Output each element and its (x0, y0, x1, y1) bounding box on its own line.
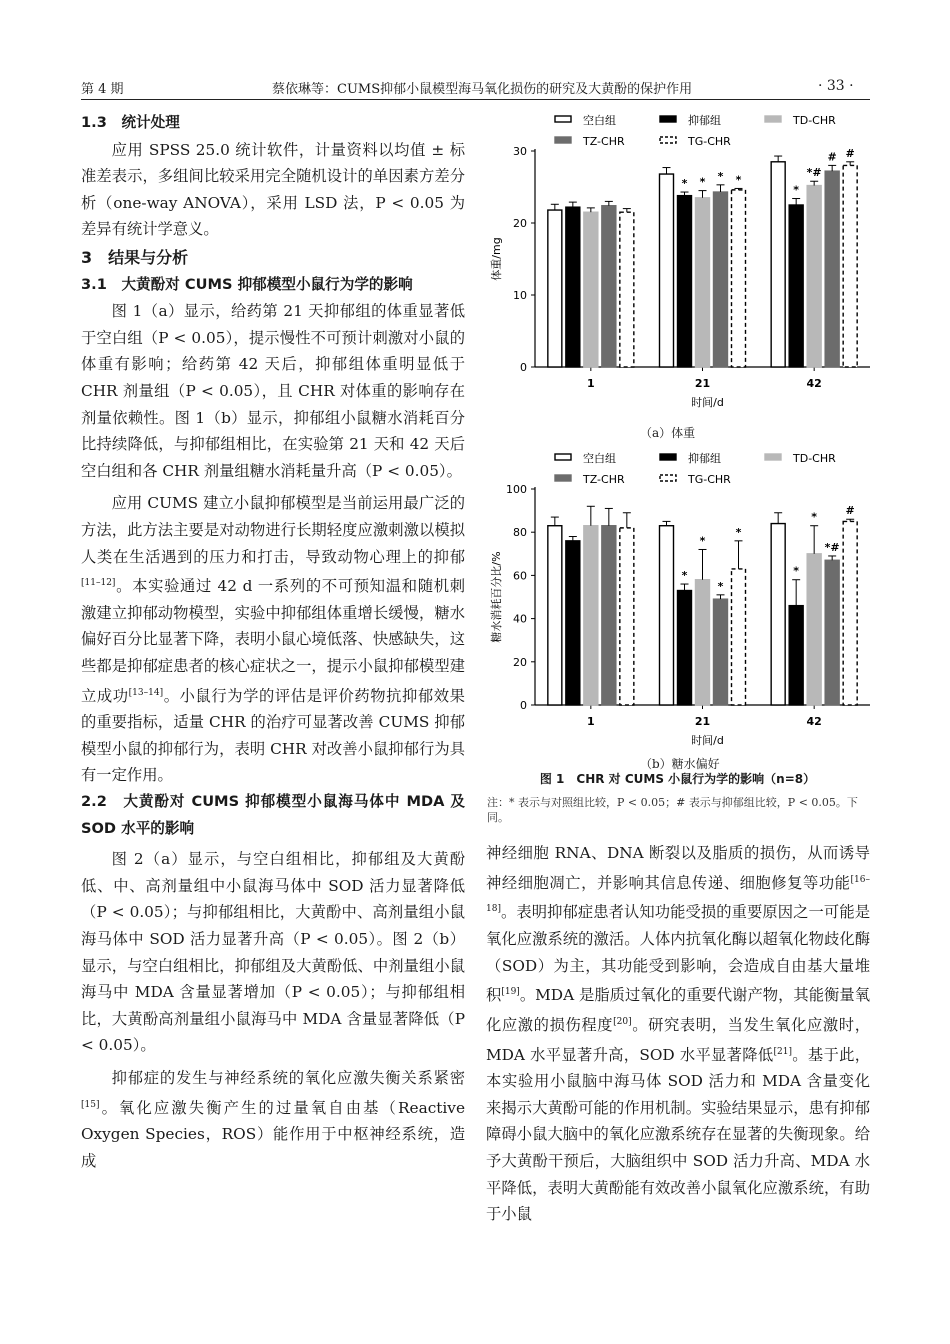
journal-issue: 第 4 期 (81, 82, 124, 97)
figure-1a-caption: （a）体重 (640, 426, 696, 440)
x-tick-label: 21 (694, 377, 711, 390)
x-tick-label: 42 (806, 377, 822, 390)
legend-label: 抑郁组 (688, 452, 721, 465)
bar (732, 190, 746, 367)
y-tick-label: 20 (513, 655, 527, 669)
figure-note: 注：* 表示与对照组比较，P < 0.05；# 表示与抑郁组比较，P < 0.05。下同。 (487, 796, 858, 824)
bar (566, 541, 580, 705)
bar (771, 162, 785, 367)
bar (732, 569, 746, 705)
citation: [19] (501, 987, 520, 998)
y-tick-label: 30 (513, 145, 527, 158)
bar (807, 554, 821, 705)
bar (696, 198, 710, 367)
bar (696, 580, 710, 705)
y-tick-label: 80 (513, 526, 527, 540)
legend-swatch (765, 116, 781, 122)
significance-mark: * (699, 534, 706, 548)
legend-swatch (660, 454, 676, 460)
bar (584, 212, 598, 367)
bar (843, 165, 857, 367)
paragraph-text: 抑郁症的发生与神经系统的氧化应激失衡关系紧密 (111, 1068, 465, 1087)
paragraph-3-1-b (81, 490, 465, 789)
legend-swatch (660, 475, 676, 481)
significance-mark: * (793, 564, 800, 578)
y-tick-label: 0 (520, 699, 527, 712)
bar (602, 206, 616, 367)
significance-mark: * (681, 177, 688, 191)
paragraph-3-1-a: 图 1（a）显示，给药第 21 天抑郁组的体重显著低于空白组（P < 0.05），提示慢性不可预计刺激对小鼠的体重有影响；给药第 42 天后，抑郁组体重明显低于 CHR 剂量组（P < 0.05），且 CHR 对体重的影响存在剂量依赖性。图 1（b）显示，抑郁组小鼠糖水消耗百分比持续降低，与抑郁组相比，在实验第 21 天和 42 天后空白组和各 CHR 剂量组糖水消耗量升高（P < 0.05）。 (81, 302, 465, 480)
bar (843, 521, 857, 705)
section-3-1-heading: 3.1 大黄酚对 CUMS 抑郁模型小鼠行为学的影响 (81, 275, 413, 293)
paragraph-2-2-b (81, 1065, 465, 1174)
citation: [20] (613, 1016, 632, 1027)
y-axis-label: 糖水消耗百分比/% (490, 551, 503, 643)
legend-swatch (555, 454, 571, 460)
y-tick-label: 20 (513, 217, 527, 230)
x-axis-label: 时间/d (691, 396, 724, 408)
paragraph-text: 应用 CUMS 建立小鼠抑郁模型是当前运用最广泛的方法，此方法主要是对动物进行长期轻度应激刺激以模拟人类在生活遇到的压力和打击，导致动物心理上的抑郁 (81, 494, 465, 566)
x-axis-label: 时间/d (691, 734, 724, 746)
citation: [21] (773, 1046, 792, 1057)
legend-label: 抑郁组 (688, 114, 721, 127)
significance-mark: # (845, 146, 855, 160)
paragraph-text: 。MDA 是脂质过氧化的重要代谢产物，其能衡量氧化应激的损伤程度 (486, 986, 870, 1034)
citation: [11–12] (81, 578, 116, 589)
x-tick-label: 1 (587, 377, 595, 390)
bar (548, 210, 562, 367)
paragraph-text: 神经细胞 RNA、DNA 断裂以及脂质的损伤，从而诱导神经细胞凋亡，并影响其信息传递、细胞修复等功能 (486, 844, 870, 892)
significance-mark: *# (806, 166, 822, 180)
bar (678, 196, 692, 367)
bar (566, 207, 580, 367)
legend-swatch (660, 116, 676, 122)
right-column (486, 840, 870, 1228)
legend-label: 空白组 (583, 114, 616, 127)
bar (789, 205, 803, 367)
figure-1a-body-weight-chart (485, 108, 875, 408)
legend-label: 空白组 (583, 452, 616, 465)
legend-label: TZ-CHR (583, 135, 625, 148)
significance-mark: *# (824, 540, 840, 554)
section-3-heading: 3 结果与分析 (81, 247, 189, 267)
bar (789, 606, 803, 705)
citation: [13–14] (128, 687, 164, 698)
paragraph-text: 。表明抑郁症患者认知功能受损的重要原因之一可能是氧化应激系统的激活。人体内抗氧化酶以超氧化物歧化酶（SOD）为主，其功能受到影响，会造成自由基大量堆积 (486, 903, 870, 1005)
bar (807, 186, 821, 367)
legend-swatch (555, 475, 571, 481)
legend-swatch (765, 454, 781, 460)
running-title: 蔡依琳等：CUMS抑郁小鼠模型海马氧化损伤的研究及大黄酚的保护作用 (272, 82, 693, 97)
y-axis-label: 体重/mg (490, 237, 503, 281)
bar (825, 171, 839, 367)
legend-label: TD-CHR (793, 452, 836, 465)
paragraph-text: 。基于此，本实验用小鼠脑中海马体 SOD 活力和 MDA 含量变化来揭示大黄酚可能的作用机制。实验结果显示，患有抑郁障碍小鼠大脑中的氧化应激系统存在显著的失衡现象。给予大黄酚干预后，大脑组织中 SOD 活力升高、MDA 水平降低，表明大黄酚能有效改善小鼠氧化应激系统，有助于小鼠 (486, 1045, 870, 1224)
legend-label: TG-CHR (688, 473, 731, 486)
bar (620, 528, 634, 705)
legend-label: TD-CHR (793, 114, 836, 127)
significance-mark: # (827, 150, 837, 164)
section-1-3-heading: 1.3 统计处理 (81, 114, 180, 131)
legend-label: TG-CHR (688, 135, 731, 148)
paragraph-text: 。氧化应激失衡产生的过量氧自由基（Reactive Oxygen Species，ROS）能作用于中枢神经系统，造成 (81, 1098, 465, 1170)
bar (825, 560, 839, 705)
section-2-2-heading: 2.2 大黄酚对 CUMS 抑郁模型小鼠海马体中 MDA 及 SOD 水平的影响 (81, 793, 465, 837)
bar (660, 526, 674, 705)
significance-mark: * (699, 175, 706, 189)
citation: [15] (81, 1099, 100, 1110)
legend-swatch (660, 137, 676, 143)
y-tick-label: 100 (506, 483, 527, 496)
bar (714, 192, 728, 367)
significance-mark: * (717, 169, 724, 183)
y-tick-label: 40 (513, 612, 527, 626)
legend-label: TZ-CHR (583, 473, 625, 486)
paragraph-text: 。研究表明，当发生氧化应激时，MDA 水平显著升高，SOD 水平显著降低 (486, 1015, 870, 1064)
y-tick-label: 60 (513, 569, 527, 583)
bar (660, 174, 674, 367)
x-tick-label: 1 (587, 715, 595, 728)
y-tick-label: 0 (520, 361, 527, 374)
significance-mark: * (735, 173, 742, 187)
left-column (81, 110, 465, 1174)
bar (620, 212, 634, 367)
bar (678, 591, 692, 705)
legend-swatch (555, 137, 571, 143)
paragraph-2-2-a: 图 2（a）显示，与空白组相比，抑郁组及大黄酚低、中、高剂量组中小鼠海马体中 SOD 活力显著降低（P < 0.05）；与抑郁组相比，大黄酚中、高剂量组小鼠海马体中 SOD 活力显著升高（P < 0.05）。图 2（b）显示，与空白组相比，抑郁组及大黄酚低、中剂量组小鼠海马中 MDA 含量显著增加（P < 0.05）；与抑郁组相比，大黄酚高剂量组小鼠海马中 MDA 含量显著降低（P < 0.05）。 (81, 850, 465, 1055)
significance-mark: * (811, 510, 818, 524)
header-rule (81, 99, 870, 100)
significance-mark: * (717, 579, 724, 593)
bar (714, 599, 728, 705)
bar (548, 526, 562, 705)
paragraph-right (486, 840, 870, 1228)
paragraph-1-3: 应用 SPSS 25.0 统计软件，计量资料以均值 ± 标准差表示，多组间比较采用完全随机设计的单因素方差分析（one-way ANOVA），采用 LSD 法，P < 0.05 为差异有统计学意义。 (81, 140, 465, 239)
x-tick-label: 21 (694, 715, 711, 728)
y-tick-label: 10 (513, 289, 527, 302)
paragraph-text: 。本实验通过 42 d 一系列的不可预知温和随机刺激建立抑郁动物模型，实验中抑郁组体重增长缓慢，糖水偏好百分比显著下降，表明小鼠心境低落、快感缺失，这些都是抑郁症患者的核心症状之一，提示小鼠抑郁模型建立成功 (81, 577, 465, 705)
figure-1b-sucrose-preference-chart (485, 446, 875, 746)
figure-1b-caption: （b）糖水偏好 (640, 757, 720, 771)
legend-swatch (555, 116, 571, 122)
significance-mark: * (681, 569, 688, 583)
page-number: · 33 · (818, 78, 854, 94)
significance-mark: * (735, 525, 742, 539)
x-tick-label: 42 (806, 715, 822, 728)
significance-mark: # (845, 504, 855, 518)
citation: [16–18] (486, 874, 870, 915)
significance-mark: * (793, 183, 800, 197)
bar (771, 524, 785, 705)
figure-1-caption: 图 1 CHR 对 CUMS 小鼠行为学的影响（n=8） (539, 772, 816, 786)
paragraph-text: 。小鼠行为学的评估是评价药物抗抑郁效果的重要指标，适量 CHR 的治疗可显著改善 CUMS 抑郁模型小鼠的抑郁行为，表明 CHR 对改善小鼠抑郁行为具有一定作用。 (81, 686, 465, 785)
bar (602, 526, 616, 705)
bar (584, 526, 598, 705)
